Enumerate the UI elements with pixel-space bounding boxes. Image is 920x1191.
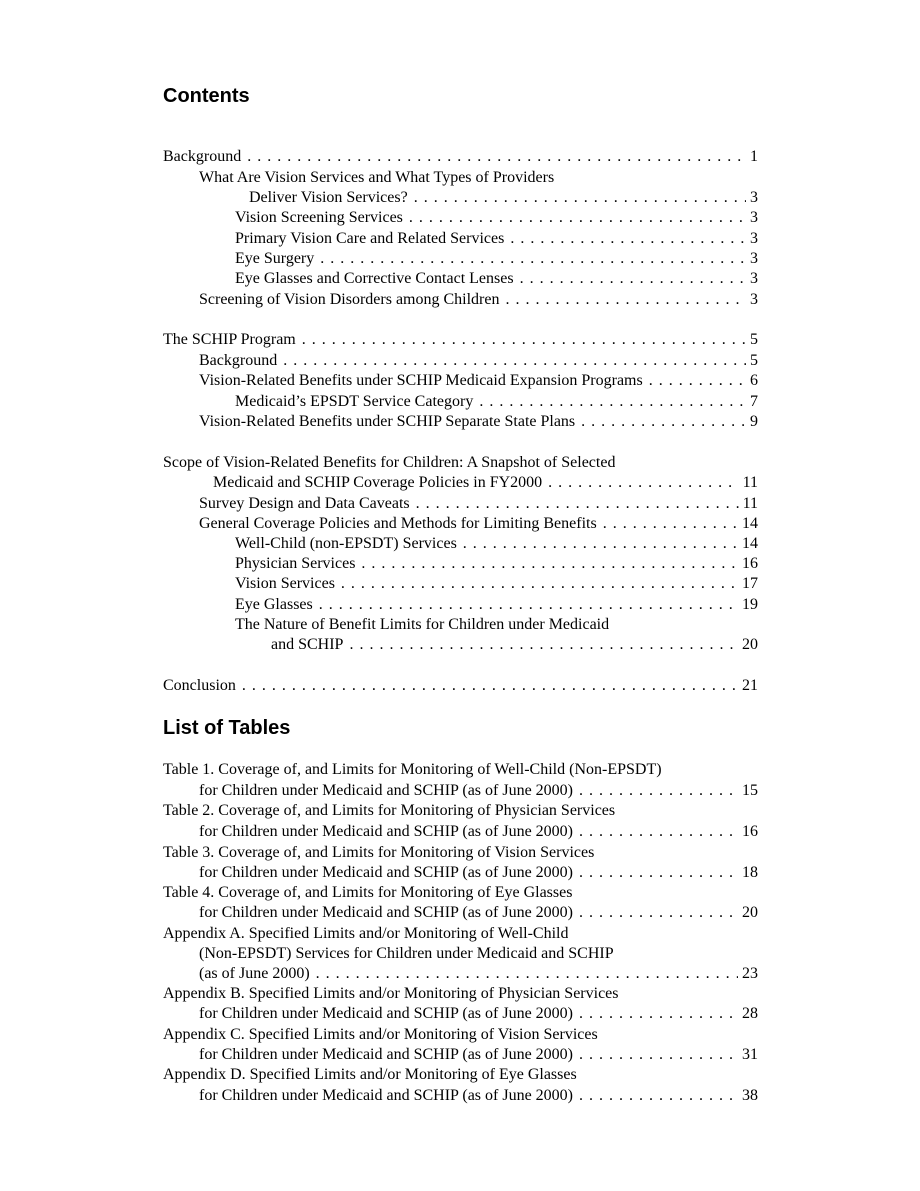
table-entry[interactable] [199, 963, 758, 984]
table-entry-title: Table 1. Coverage of, and Limits for Monitoring of Well-Child (Non-EPSDT) [163, 761, 662, 778]
table-entry-title: for Children under Medicaid and SCHIP (as of June 2000) [199, 1005, 573, 1022]
contents-entry-title: Primary Vision Care and Related Services [235, 230, 505, 247]
contents-entry [199, 167, 554, 188]
dot-leader [579, 1085, 738, 1106]
contents-entry[interactable] [235, 533, 758, 554]
dot-leader [316, 963, 738, 984]
table-entry-title: Table 4. Coverage of, and Limits for Monitoring of Eye Glasses [163, 884, 573, 901]
contents-entry [163, 452, 615, 473]
dot-leader [302, 329, 746, 350]
contents-entry-page-number: 5 [750, 352, 758, 369]
contents-entry[interactable] [235, 228, 758, 249]
contents-entry-title: Screening of Vision Disorders among Children [199, 291, 500, 308]
contents-entry-page-number: 17 [742, 575, 758, 592]
dot-leader [416, 493, 739, 514]
contents-entry-page-number: 1 [750, 148, 758, 165]
table-entry-title: Table 2. Coverage of, and Limits for Monitoring of Physician Services [163, 802, 616, 819]
table-entry[interactable] [199, 821, 758, 842]
table-entry-title: for Children under Medicaid and SCHIP (as of June 2000) [199, 782, 573, 799]
dot-leader [361, 553, 738, 574]
table-entry-page-number: 31 [742, 1046, 758, 1063]
dot-leader [579, 902, 738, 923]
dot-leader [242, 675, 738, 696]
contents-entry-page-number: 19 [742, 596, 758, 613]
contents-entry-title: Vision Screening Services [235, 209, 403, 226]
contents-entry-title: The Nature of Benefit Limits for Children under Medicaid [235, 616, 610, 633]
dot-leader [510, 228, 746, 249]
contents-entry-page-number: 11 [742, 474, 758, 491]
table-entry-title: Appendix A. Specified Limits and/or Monitoring of Well-Child [163, 925, 569, 942]
contents-entry[interactable] [249, 187, 758, 208]
table-entry [163, 983, 619, 1004]
dot-leader [579, 821, 738, 842]
dot-leader [320, 248, 746, 269]
table-entry-title: (Non-EPSDT) Services for Children under Medicaid and SCHIP [199, 945, 614, 962]
table-entry [163, 923, 568, 944]
dot-leader [579, 780, 738, 801]
contents-entry[interactable] [199, 493, 758, 514]
table-entry[interactable] [199, 1085, 758, 1106]
table-entry-page-number: 15 [742, 782, 758, 799]
dot-leader [603, 513, 738, 534]
table-entry [163, 759, 662, 780]
table-entry [163, 1064, 577, 1085]
list-of-tables-heading: List of Tables [163, 717, 291, 739]
dot-leader [579, 1003, 738, 1024]
dot-leader [520, 268, 746, 289]
contents-entry[interactable] [235, 391, 758, 412]
contents-entry[interactable] [235, 594, 758, 615]
contents-entry-page-number: 3 [750, 230, 758, 247]
table-entry-title: Appendix C. Specified Limits and/or Monitoring of Vision Services [163, 1026, 598, 1043]
contents-entry-title: Survey Design and Data Caveats [199, 495, 410, 512]
contents-entry-title: Scope of Vision-Related Benefits for Children: A Snapshot of Selected [163, 454, 616, 471]
contents-entry[interactable] [213, 472, 758, 493]
dot-leader [283, 350, 746, 371]
table-entry-page-number: 16 [742, 823, 758, 840]
table-entry-title: Appendix D. Specified Limits and/or Monitoring of Eye Glasses [163, 1066, 577, 1083]
contents-entry-page-number: 5 [750, 331, 758, 348]
contents-entry[interactable] [163, 146, 758, 167]
dot-leader [479, 391, 746, 412]
contents-entry-page-number: 3 [750, 189, 758, 206]
table-entry [163, 882, 572, 903]
table-entry[interactable] [199, 1003, 758, 1024]
contents-entry-title: Eye Surgery [235, 250, 315, 267]
contents-entry-title: Vision-Related Benefits under SCHIP Medicaid Expansion Programs [199, 372, 643, 389]
table-entry[interactable] [199, 862, 758, 883]
dot-leader [579, 862, 738, 883]
table-entry [163, 842, 594, 863]
contents-entry-page-number: 14 [742, 535, 758, 552]
contents-entry-page-number: 6 [750, 372, 758, 389]
contents-entry[interactable] [235, 248, 758, 269]
contents-entry-page-number: 3 [750, 270, 758, 287]
contents-entry-title: Background [163, 148, 242, 165]
contents-entry-title: Background [199, 352, 278, 369]
table-entry[interactable] [199, 780, 758, 801]
contents-entry[interactable] [199, 370, 758, 391]
contents-entry[interactable] [163, 329, 758, 350]
contents-entry-title: Eye Glasses and Corrective Contact Lenses [235, 270, 514, 287]
contents-entry-title: Medicaid’s EPSDT Service Category [235, 393, 474, 410]
dot-leader [463, 533, 738, 554]
contents-entry-title: Physician Services [235, 555, 356, 572]
table-entry [199, 943, 614, 964]
contents-entry-title: What Are Vision Services and What Types of Providers [199, 169, 555, 186]
dot-leader [319, 594, 738, 615]
table-entry-title: (as of June 2000) [199, 965, 310, 982]
table-entry-title: for Children under Medicaid and SCHIP (as of June 2000) [199, 864, 573, 881]
contents-entry-page-number: 20 [742, 636, 758, 653]
contents-entry[interactable] [199, 513, 758, 534]
contents-entry-title: and SCHIP [271, 636, 344, 653]
contents-entry-page-number: 3 [750, 209, 758, 226]
contents-entry-title: Vision-Related Benefits under SCHIP Separate State Plans [199, 413, 576, 430]
contents-entry-title: Eye Glasses [235, 596, 313, 613]
contents-entry[interactable] [235, 573, 758, 594]
contents-entry-page-number: 21 [742, 677, 758, 694]
table-entry-page-number: 23 [742, 965, 758, 982]
contents-heading: Contents [163, 85, 250, 107]
dot-leader [341, 573, 738, 594]
table-entry[interactable] [199, 902, 758, 923]
dot-leader [409, 207, 746, 228]
contents-entry[interactable] [235, 207, 758, 228]
contents-entry-title: Conclusion [163, 677, 236, 694]
contents-entry[interactable] [199, 289, 758, 310]
contents-entry-page-number: 3 [750, 291, 758, 308]
contents-entry[interactable] [163, 675, 758, 696]
contents-entry-title: The SCHIP Program [163, 331, 296, 348]
contents-entry-title: General Coverage Policies and Methods for Limiting Benefits [199, 515, 597, 532]
table-entry-title: Table 3. Coverage of, and Limits for Monitoring of Vision Services [163, 844, 595, 861]
table-entry-page-number: 38 [742, 1087, 758, 1104]
contents-entry-title: Medicaid and SCHIP Coverage Policies in FY2000 [213, 474, 543, 491]
dot-leader [247, 146, 746, 167]
table-entry[interactable] [199, 1044, 758, 1065]
contents-entry[interactable] [199, 350, 758, 371]
contents-entry-page-number: 7 [750, 393, 758, 410]
dot-leader [414, 187, 746, 208]
dot-leader [349, 634, 738, 655]
table-entry-title: for Children under Medicaid and SCHIP (as of June 2000) [199, 823, 573, 840]
table-entry-title: for Children under Medicaid and SCHIP (as of June 2000) [199, 1087, 573, 1104]
contents-entry-page-number: 11 [742, 495, 758, 512]
contents-entry[interactable] [271, 634, 758, 655]
contents-entry [235, 614, 609, 635]
contents-entry-page-number: 14 [742, 515, 758, 532]
table-entry-title: Appendix B. Specified Limits and/or Monitoring of Physician Services [163, 985, 619, 1002]
dot-leader [649, 370, 746, 391]
table-entry-page-number: 28 [742, 1005, 758, 1022]
contents-entry[interactable] [199, 411, 758, 432]
contents-entry-title: Deliver Vision Services? [249, 189, 408, 206]
contents-entry-page-number: 16 [742, 555, 758, 572]
contents-entry-page-number: 3 [750, 250, 758, 267]
table-entry [163, 1024, 598, 1045]
contents-entry[interactable] [235, 268, 758, 289]
dot-leader [505, 289, 746, 310]
table-entry-page-number: 20 [742, 904, 758, 921]
contents-entry-page-number: 9 [750, 413, 758, 430]
table-entry-title: for Children under Medicaid and SCHIP (as of June 2000) [199, 904, 573, 921]
dot-leader [581, 411, 746, 432]
table-entry-page-number: 18 [742, 864, 758, 881]
dot-leader [579, 1044, 738, 1065]
contents-entry-title: Well-Child (non-EPSDT) Services [235, 535, 457, 552]
dot-leader [548, 472, 738, 493]
table-entry-title: for Children under Medicaid and SCHIP (as of June 2000) [199, 1046, 573, 1063]
contents-entry[interactable] [235, 553, 758, 574]
table-entry [163, 800, 615, 821]
contents-entry-title: Vision Services [235, 575, 335, 592]
